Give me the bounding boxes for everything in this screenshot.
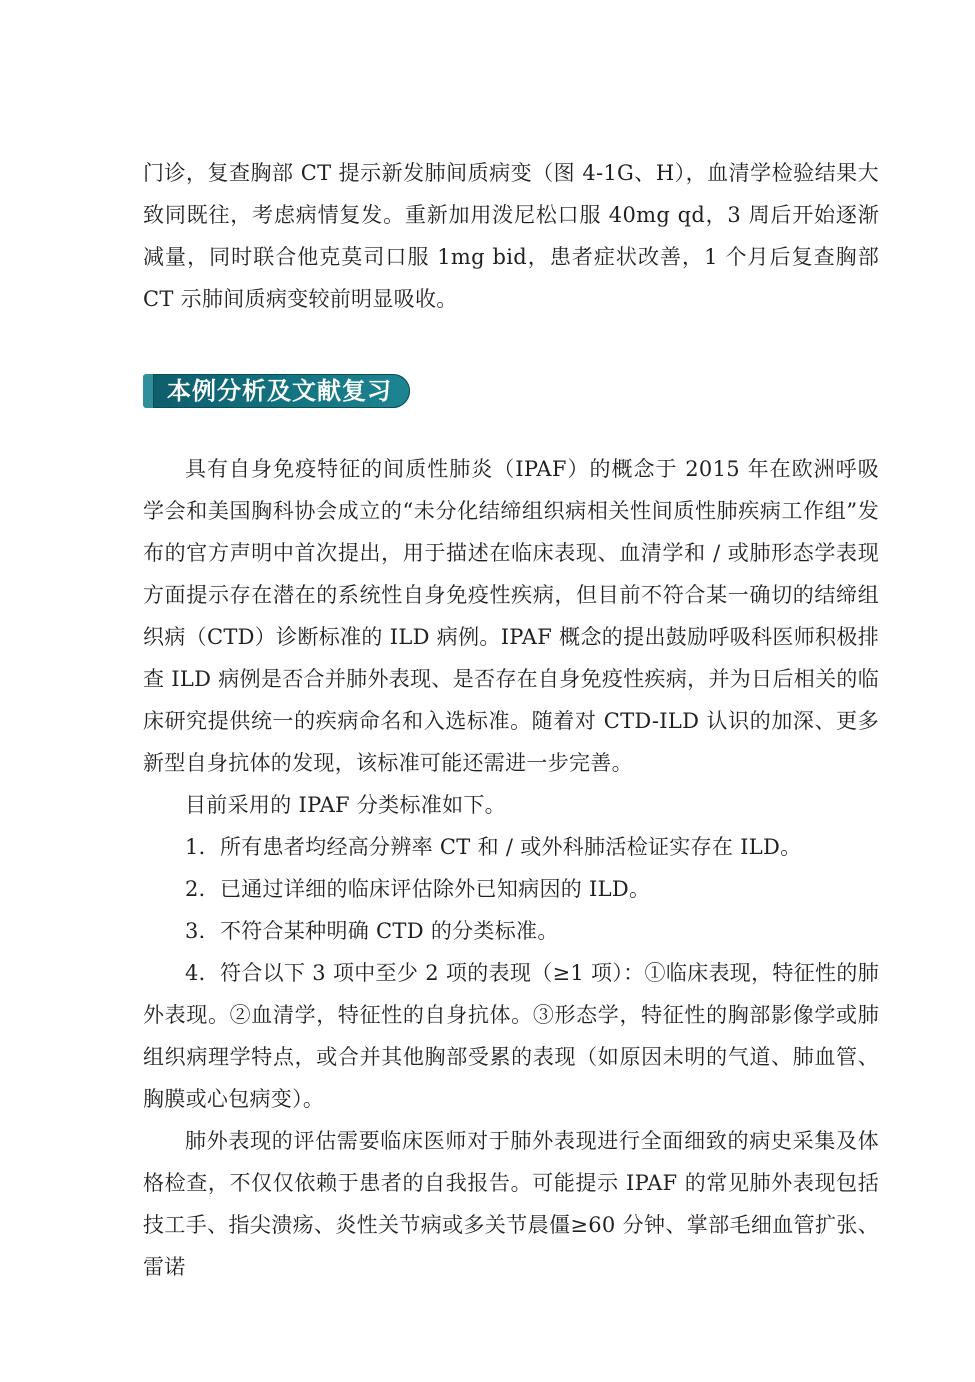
heading-accent-bar [143,374,153,408]
heading-banner [153,374,410,408]
paragraph: 肺外表现的评估需要临床医师对于肺外表现进行全面细致的病史采集及体格检查，不仅仅依赖于患者的自我报告。可能提示 IPAF 的常见肺外表现包括技工手、指尖溃疡、炎性关节病或多关节晨僵≥60 分钟、掌部毛细血管扩张、雷诺 [143,1129,879,1279]
paragraph: 目前采用的 IPAF 分类标准如下。 [185,793,506,817]
section-heading [143,372,410,409]
section-body [143,448,879,1288]
section-heading-text: 本例分析及文献复习 [167,376,392,405]
continued-paragraph: 门诊，复查胸部 CT 提示新发肺间质病变（图 4-1G、H），血清学检验结果大致同既往，考虑病情复发。重新加用泼尼松口服 40mg qd，3 周后开始逐渐减量，同时联合他克莫司口服 1mg bid，患者症状改善，1 个月后复查胸部 CT 示肺间质病变较前明显吸收。 [143,161,879,311]
continued-paragraph-block [143,152,879,320]
list-item: 2．已通过详细的临床评估除外已知病因的 ILD。 [185,877,651,901]
list-item: 4．符合以下 3 项中至少 2 项的表现（≥1 项）：①临床表现，特征性的肺外表现。②血清学，特征性的自身抗体。③形态学，特征性的胸部影像学或肺组织病理学特点，或合并其他胸部受累的表现（如原因未明的气道、肺血管、胸膜或心包病变）。 [143,961,879,1111]
list-item: 1．所有患者均经高分辨率 CT 和 / 或外科肺活检证实存在 ILD。 [185,835,802,859]
paragraph: 具有自身免疫特征的间质性肺炎（IPAF）的概念于 2015 年在欧洲呼吸学会和美国胸科协会成立的“未分化结缔组织病相关性间质性肺疾病工作组”发布的官方声明中首次提出，用于描述在临床表现、血清学和 / 或肺形态学表现方面提示存在潜在的系统性自身免疫性疾病，但目前不符合某一确切的结缔组织病（CTD）诊断标准的 ILD 病例。IPAF 概念的提出鼓励呼吸科医师积极排查 ILD 病例是否合并肺外表现、是否存在自身免疫性疾病，并为日后相关的临床研究提供统一的疾病命名和入选标准。随着对 CTD-ILD 认识的加深、更多新型自身抗体的发现，该标准可能还需进一步完善。 [143,457,879,775]
list-item: 3．不符合某种明确 CTD 的分类标准。 [185,919,559,943]
